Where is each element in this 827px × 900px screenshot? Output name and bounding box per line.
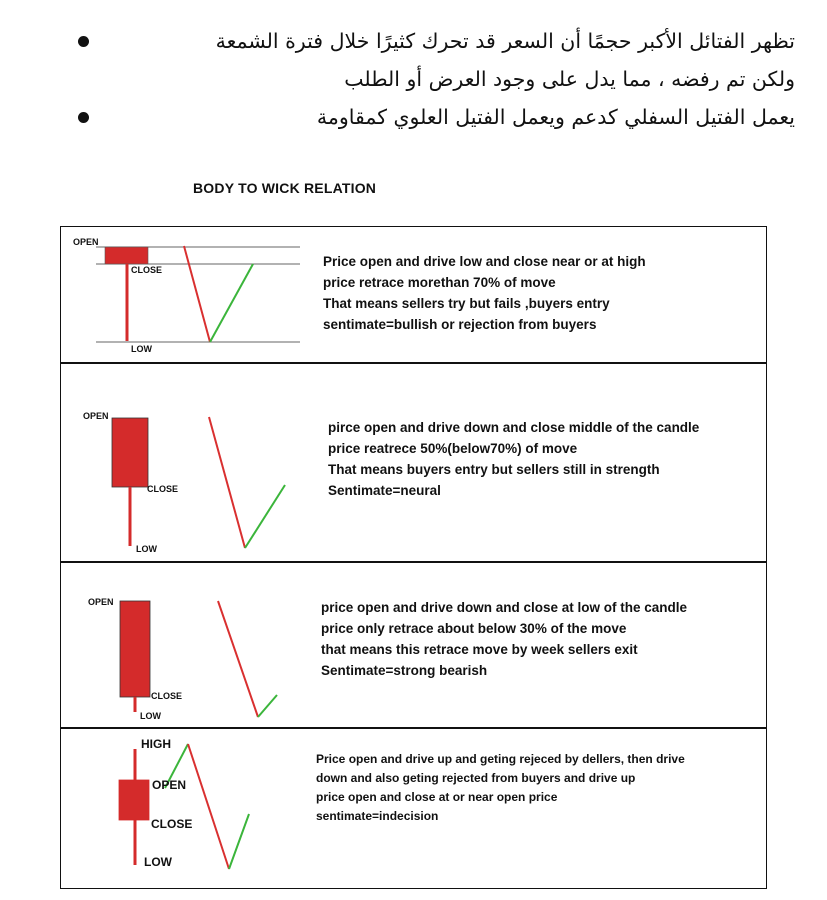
open-label: OPEN [83, 411, 109, 421]
high-label: HIGH [141, 737, 171, 751]
description-line: that means this retrace move by week sellers exit [321, 642, 638, 657]
close-label: CLOSE [131, 265, 163, 275]
bullet-dot-icon [78, 112, 89, 123]
description-line: price open and drive down and close at low of the candle [321, 600, 688, 615]
candle-body [120, 601, 150, 697]
description-line: Sentimate=neural [328, 483, 441, 498]
panel-4-description [316, 750, 685, 826]
description-line: price open and close at or near open price [316, 790, 558, 804]
bullet-text: يعمل الفتيل السفلي كدعم ويعمل الفتيل العلوي كمقاومة [316, 105, 795, 129]
description-line: Price open and drive low and close near or at high [323, 254, 646, 269]
low-label: LOW [131, 344, 152, 354]
up-move-line [210, 264, 253, 342]
description-line: sentimate=indecision [316, 809, 439, 823]
panel-neutral [60, 363, 767, 562]
candle-body [112, 418, 148, 487]
bullet-item [80, 98, 795, 136]
description-line: price reatrece 50%(below70%) of move [328, 441, 578, 456]
description-line: sentimate=bullish or rejection from buyers [323, 317, 597, 332]
bullet-continuation [80, 60, 795, 98]
open-label: OPEN [73, 237, 99, 247]
open-label: OPEN [88, 597, 114, 607]
up-move-line [245, 485, 285, 548]
panel-3-description [321, 597, 687, 681]
description-line: Sentimate=strong bearish [321, 663, 488, 678]
description-line: pirce open and drive down and close middle of the candle [328, 420, 700, 435]
down-move-line [209, 417, 245, 548]
down-move-line [184, 246, 210, 342]
figure-title: BODY TO WICK RELATION [193, 180, 377, 196]
down-move-line [188, 744, 229, 869]
panel-1-description [323, 251, 646, 335]
candle-body [105, 247, 148, 264]
arabic-bullet-list [80, 22, 795, 136]
low-label: LOW [136, 544, 157, 554]
candle-body [119, 780, 149, 820]
low-label: LOW [144, 855, 172, 869]
description-line: That means buyers entry but sellers still in strength [328, 462, 660, 477]
close-label: CLOSE [151, 691, 183, 701]
bullet-dot-icon [78, 36, 89, 47]
description-line: price retrace morethan 70% of move [323, 275, 556, 290]
bullet-text: تظهر الفتائل الأكبر حجمًا أن السعر قد تحرك كثيرًا خلال فترة الشمعة [215, 29, 795, 53]
description-line: price only retrace about below 30% of the move [321, 621, 627, 636]
bullet-item [80, 22, 795, 60]
close-label: CLOSE [151, 817, 193, 831]
panel-strong-bearish [60, 562, 767, 728]
down-move-line [218, 601, 258, 717]
close-label: CLOSE [147, 484, 179, 494]
bullet-text: ولكن تم رفضه ، مما يدل على وجود العرض أو الطلب [344, 67, 795, 91]
panel-indecision [60, 728, 767, 889]
up-move-line-2 [229, 814, 249, 869]
panel-2-description [328, 417, 699, 501]
open-label: OPEN [152, 778, 187, 792]
low-label: LOW [140, 711, 161, 721]
up-move-line [258, 695, 277, 717]
description-line: Price open and drive up and geting rejeced by dellers, then drive [316, 752, 685, 766]
panel-bullish-rejection [60, 226, 767, 363]
description-line: down and also geting rejected from buyers and drive up [316, 771, 636, 785]
description-line: That means sellers try but fails ,buyers entry [323, 296, 610, 311]
